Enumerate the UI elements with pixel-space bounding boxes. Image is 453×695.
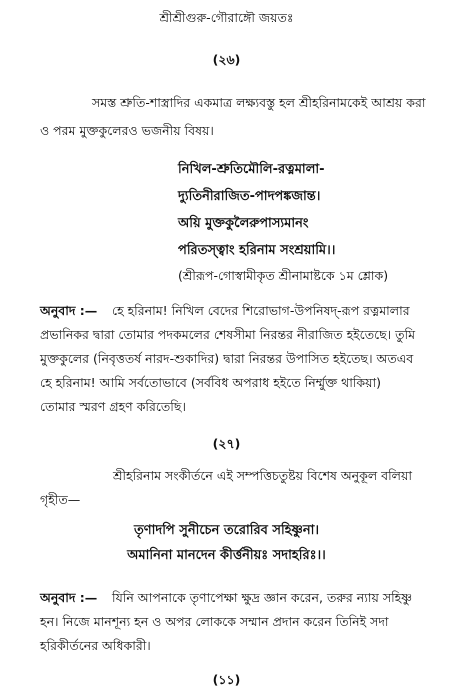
translation-27-line-2: হন। নিজে মানশূন্য হন ও অপর লোককে সম্মান প্রদান করেন তিনিই সদা — [40, 614, 389, 629]
section-number-27: (২৭) — [212, 436, 241, 451]
section-number-26: (২৬) — [212, 52, 241, 67]
translation-26-line-4: হে হরিনাম! আমি সর্বতোভাবে (সর্ববিধ অপরাধ হইতে নির্ম্মুক্ত থাকিয়া) — [40, 375, 382, 390]
translation-27-label: অনুবাদ :— — [40, 590, 98, 605]
verse-27-line-2: অমানিনা মানদেন কীর্ত্তনীয়ঃ সদাহরিঃ।। — [127, 548, 326, 563]
verse-27-line-1: তৃণাদপি সুনীচেন তরোরিব সহিষ্ণুনা। — [133, 523, 319, 538]
section-26-intro-line-1: সমস্ত শ্রুতি-শাস্ত্রাদির একমাত্র লক্ষ্যবস্তু হল শ্রীহরিনামকেই আশ্রয় করা — [92, 95, 426, 110]
section-27-intro-line-2: গৃহীত— — [40, 492, 81, 507]
verse-26-line-2: দ্যুতিনীরাজিত-পাদপঙ্কজান্ত। — [178, 189, 321, 204]
translation-26-line-3: মুক্তকুলের (নিবৃত্ততর্ষ নারদ-শুকাদির) দ্বারা নিরন্তর উপাসিত হইতেছ। অতএব — [40, 351, 414, 366]
translation-26-line-2: প্রভানিকর দ্বারা তোমার পদকমলের শেষসীমা নিরন্তর নীরাজিত হইতেছে। তুমি — [40, 327, 416, 342]
page-header-title: শ্রীশ্রীগুরু-গৌরাঙ্গৌ জয়তঃ — [159, 10, 294, 25]
translation-26-line-5: তোমার স্মরণ গ্রহণ করিতেছি। — [40, 399, 186, 414]
section-26-intro-line-2: ও পরম মুক্তকুলেরও ভজনীয় বিষয়। — [40, 123, 214, 138]
page-number: (১১) — [212, 672, 241, 687]
section-27-intro-line-1: শ্রীহরিনাম সংকীর্তনে এই সম্পত্তিচতুষ্টয় বিশেষ অনুকূল বলিয়া — [113, 468, 412, 483]
translation-26-label: অনুবাদ :— — [40, 303, 98, 318]
translation-27-line-3: হরিকীর্তনের অধিকারী। — [40, 638, 151, 653]
verse-26-line-4: পরিতস্ত্বাং হরিনাম সংশ্রয়ামি।। — [178, 243, 336, 258]
translation-27-line-1: যিনি আপনাকে তৃণাপেক্ষা ক্ষুদ্র জ্ঞান করেন, তরুর ন্যায় সহিষ্ণু — [112, 590, 413, 605]
verse-26-line-1: নিখিল-শ্রুতিমৌলি-রত্নমালা- — [178, 162, 325, 177]
translation-26-line-1: হে হরিনাম! নিখিল বেদের শিরোভাগ-উপনিষদ্-রূপ রত্নমালার — [112, 303, 410, 318]
verse-26-source: (শ্রীরূপ-গোস্বামীকৃত শ্রীনামাষ্টকে ১ম শ্লোক) — [178, 268, 389, 283]
verse-26-line-3: অয়ি মুক্তকুলৈরুপাস্যমানং — [178, 216, 309, 231]
